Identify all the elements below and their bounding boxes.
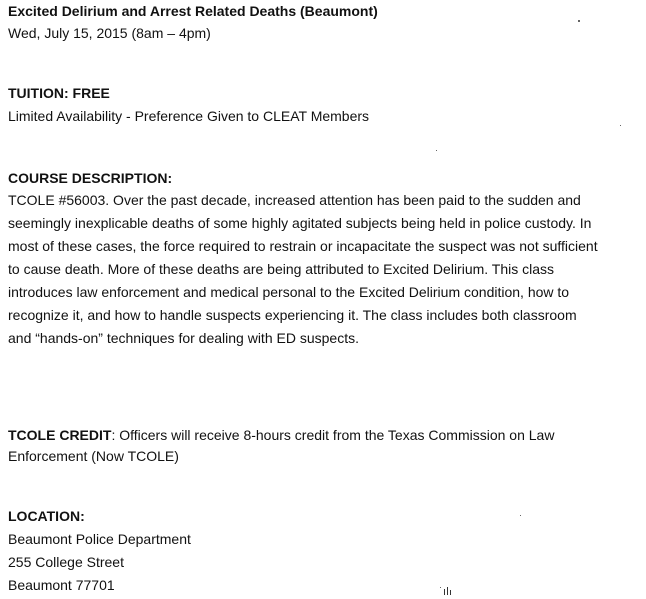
course-description-line: recognize it, and how to handle suspects experiencing it. The class includes both classroom	[8, 307, 577, 323]
scan-speck	[578, 20, 580, 22]
course-description-line: and “hands-on” techniques for dealing with ED suspects.	[8, 330, 359, 346]
tuition-note: Limited Availability - Preference Given to CLEAT Members	[8, 108, 370, 124]
course-description-line: introduces law enforcement and medical personal to the Excited Delirium condition, how to	[8, 284, 570, 300]
event-date: Wed, July 15, 2015 (8am – 4pm)	[8, 25, 211, 41]
course-description-line: TCOLE #56003. Over the past decade, increased attention has been paid to the sudden and	[8, 192, 581, 208]
course-description-line: most of these cases, the force required to restrain or incapacitate the suspect was not sufficient	[8, 238, 598, 254]
scan-speck	[620, 125, 621, 126]
scan-speck	[436, 150, 437, 151]
location-line: Beaumont 77701	[8, 577, 115, 593]
scan-speck	[520, 515, 521, 516]
tuition-heading: TUITION: FREE	[8, 85, 110, 101]
tcole-credit-continuation: Enforcement (Now TCOLE)	[8, 448, 179, 464]
location-heading: LOCATION:	[8, 508, 85, 524]
course-description-heading: COURSE DESCRIPTION:	[8, 170, 173, 186]
course-description-line: to cause death. More of these deaths are being attributed to Excited Delirium. This class	[8, 261, 555, 277]
tcole-credit-text: : Officers will receive 8-hours credit from the Texas Commission on Law	[111, 427, 555, 443]
location-line: Beaumont Police Department	[8, 531, 191, 547]
location-line: 255 College Street	[8, 554, 124, 570]
scan-speck	[444, 589, 445, 595]
scan-speck	[440, 587, 441, 588]
course-description-line: seemingly inexplicable deaths of some highly agitated subjects being held in police custody. In	[8, 215, 592, 231]
tcole-credit-label: TCOLE CREDIT	[8, 427, 112, 443]
scan-speck	[450, 590, 451, 595]
event-title: Excited Delirium and Arrest Related Deaths (Beaumont)	[8, 3, 378, 19]
tcole-credit-line	[8, 427, 554, 444]
scan-speck	[447, 587, 448, 595]
